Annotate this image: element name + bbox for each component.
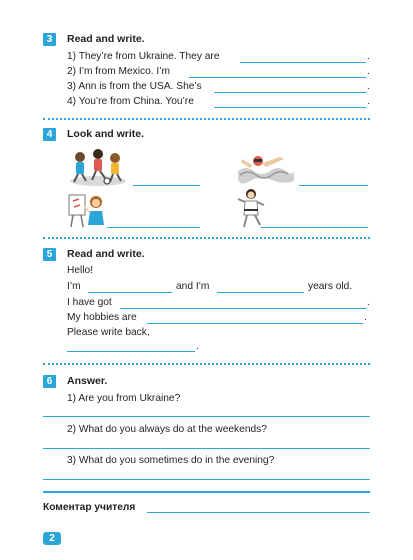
ex5-have-got-line[interactable] bbox=[120, 308, 366, 309]
ex3-period-4: . bbox=[367, 96, 370, 107]
ex4-answer-line-2[interactable] bbox=[299, 185, 368, 186]
swimmer-picture bbox=[236, 147, 294, 187]
ex5-period-3: . bbox=[196, 341, 199, 352]
karate-boy-picture bbox=[236, 187, 266, 229]
ex5-write-back-label: Please write back, bbox=[67, 327, 150, 338]
ex5-name-line[interactable] bbox=[88, 292, 172, 293]
ex3-answer-line-1[interactable] bbox=[240, 62, 366, 63]
ex4-answer-line-1[interactable] bbox=[133, 185, 200, 186]
ex3-period-1: . bbox=[367, 51, 370, 62]
ex5-hobbies-label: My hobbies are bbox=[67, 312, 137, 323]
ex5-have-got-label: I have got bbox=[67, 297, 112, 308]
ex3-item-4: 4) You’re from China. You’re bbox=[67, 96, 194, 107]
girl-painting-picture bbox=[67, 191, 111, 229]
exercise-4-title: Look and write. bbox=[67, 128, 145, 140]
ex3-period-2: . bbox=[367, 66, 370, 77]
ex6-answer-line-1[interactable] bbox=[43, 416, 370, 417]
ex3-period-3: . bbox=[367, 81, 370, 92]
ex5-age-line[interactable] bbox=[217, 292, 304, 293]
ex6-question-2: 2) What do you always do at the weekends? bbox=[67, 424, 267, 435]
ex3-item-2: 2) I’m from Mexico. I’m bbox=[67, 66, 171, 77]
section-divider bbox=[43, 491, 370, 493]
ex6-question-3: 3) What do you sometimes do in the evening? bbox=[67, 455, 275, 466]
ex5-period-1: . bbox=[367, 297, 370, 308]
exercise-3-title: Read and write. bbox=[67, 33, 145, 45]
exercise-5-title: Read and write. bbox=[67, 248, 145, 260]
teacher-comment-line[interactable] bbox=[147, 512, 370, 513]
section-divider bbox=[43, 363, 370, 365]
ex5-greeting: Hello! bbox=[67, 265, 94, 276]
exercise-5-number: 5 bbox=[43, 248, 56, 261]
section-divider bbox=[43, 118, 370, 120]
ex3-answer-line-4[interactable] bbox=[214, 107, 366, 108]
exercise-6-number: 6 bbox=[43, 375, 56, 388]
ex5-signature-line[interactable] bbox=[67, 351, 195, 352]
ex5-years-old-label: years old. bbox=[308, 281, 353, 292]
ex3-answer-line-2[interactable] bbox=[189, 77, 366, 78]
exercise-4-number: 4 bbox=[43, 128, 56, 141]
ex5-hobbies-line[interactable] bbox=[147, 323, 363, 324]
ex6-question-1: 1) Are you from Ukraine? bbox=[67, 393, 181, 404]
ex4-answer-line-3[interactable] bbox=[107, 227, 200, 228]
page-number: 2 bbox=[43, 532, 61, 545]
ex3-item-3: 3) Ann is from the USA. She’s bbox=[67, 81, 202, 92]
ex6-answer-line-2[interactable] bbox=[43, 448, 370, 449]
ex5-and-im-label: and I’m bbox=[176, 281, 210, 292]
ex4-answer-line-4[interactable] bbox=[261, 227, 368, 228]
ex5-period-2: . bbox=[364, 312, 367, 323]
section-divider bbox=[43, 237, 370, 239]
exercise-3-number: 3 bbox=[43, 33, 56, 46]
teacher-comment-label: Коментар учителя bbox=[43, 502, 136, 513]
children-playing-football-picture bbox=[68, 145, 128, 187]
ex5-im-label: I’m bbox=[67, 281, 81, 292]
ex3-answer-line-3[interactable] bbox=[214, 92, 366, 93]
ex6-answer-line-3[interactable] bbox=[43, 479, 370, 480]
ex3-item-1: 1) They’re from Ukraine. They are bbox=[67, 51, 220, 62]
exercise-6-title: Answer. bbox=[67, 375, 108, 387]
